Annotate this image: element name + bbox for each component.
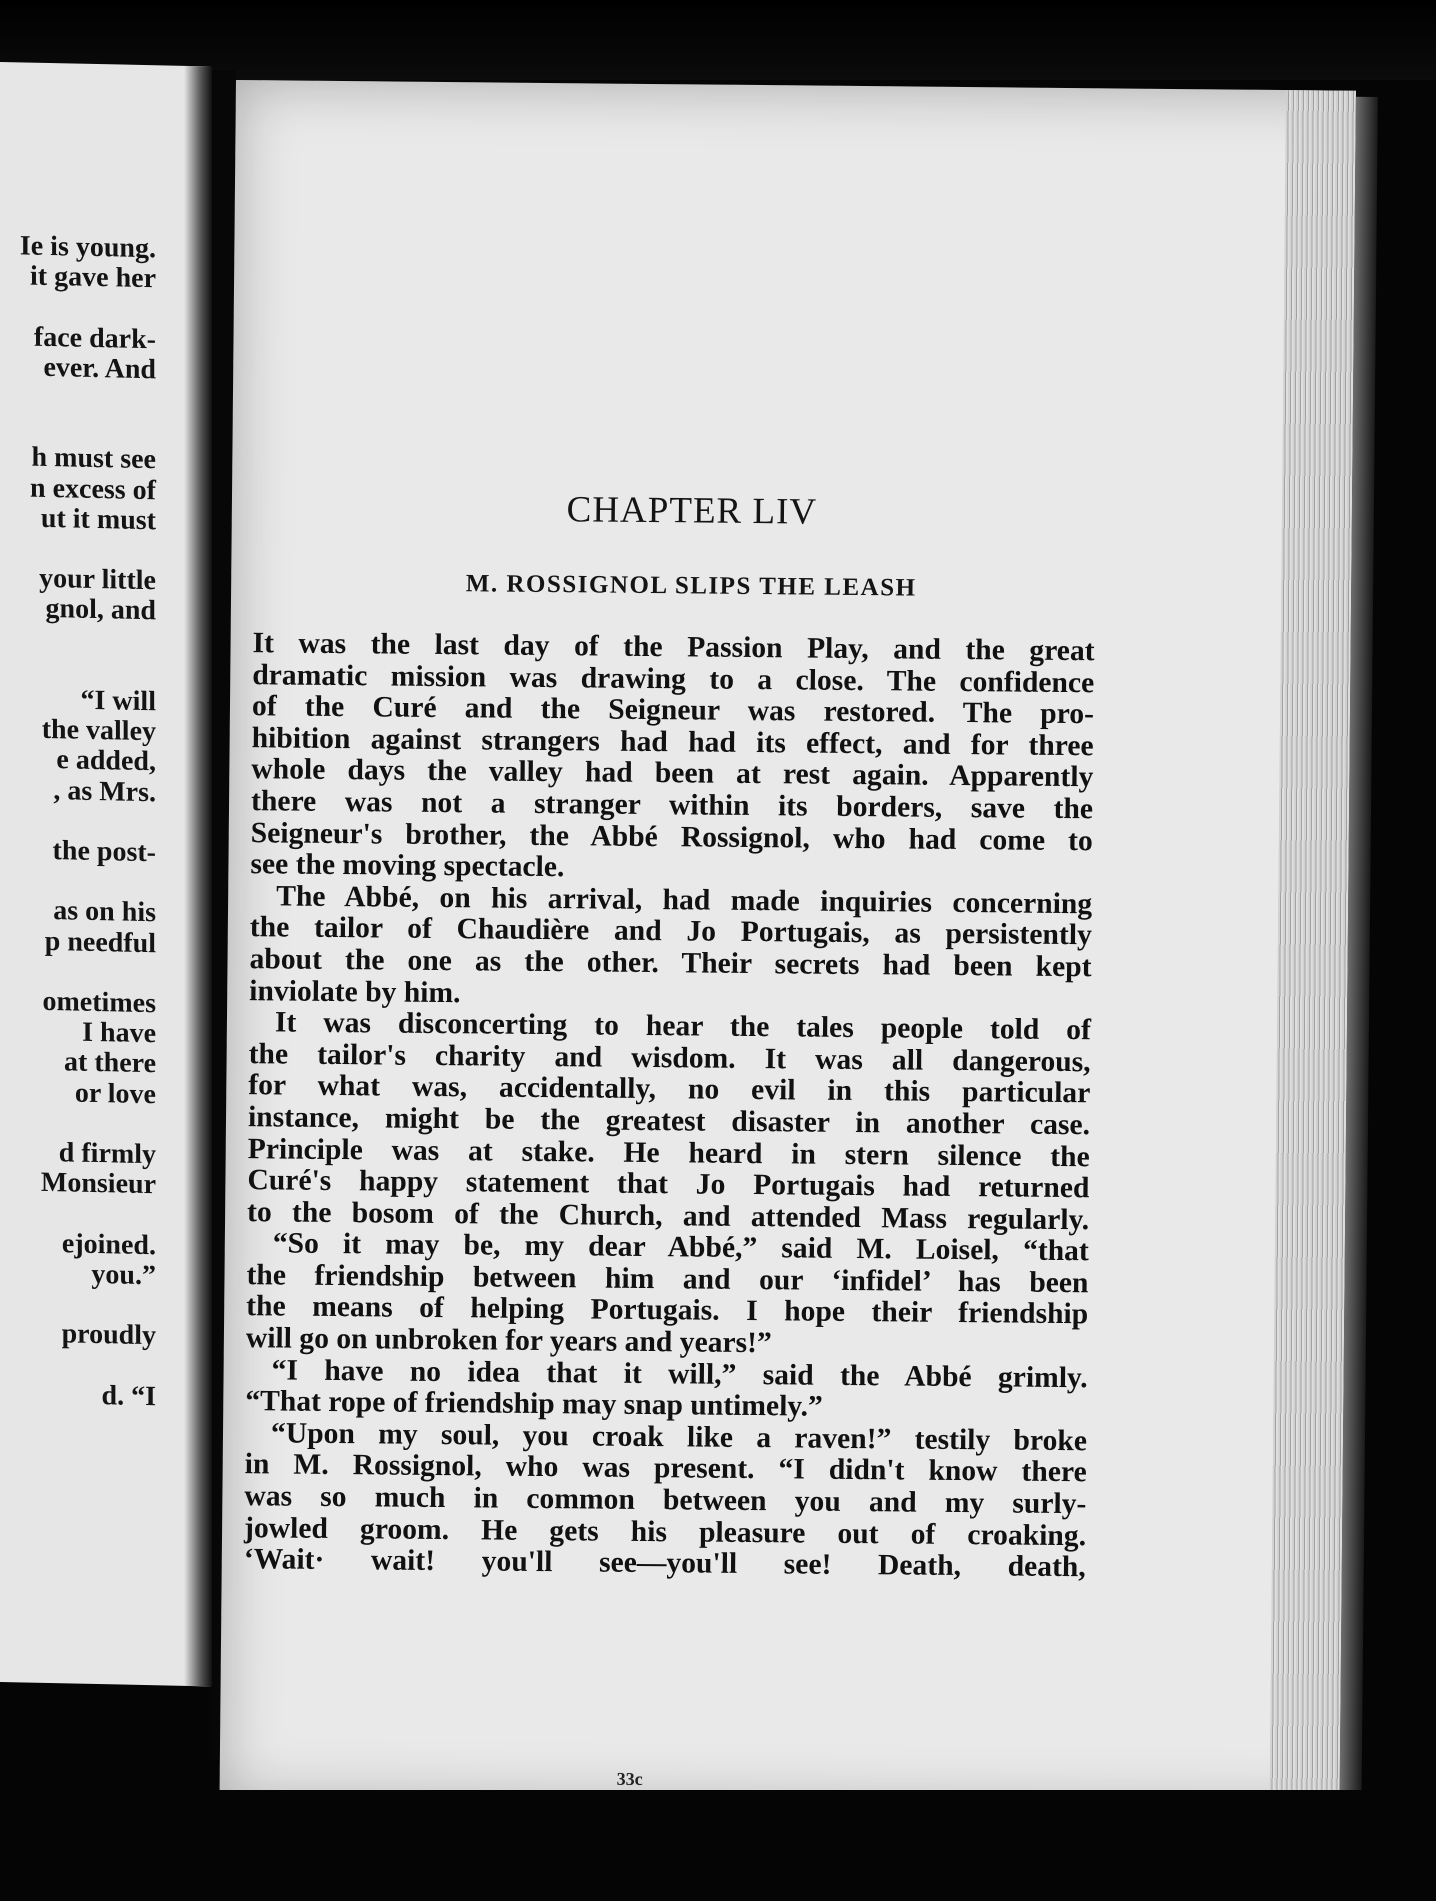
chapter-subtitle: M. ROSSIGNOL SLIPS THE LEASH bbox=[465, 570, 917, 602]
text-line: ‘Wait· wait! you'll see—you'll see! Death, death, bbox=[243, 1543, 1086, 1584]
left-page-line: e added, bbox=[56, 744, 156, 778]
left-page-line: d firmly bbox=[58, 1137, 156, 1171]
text-line: The Abbé, on his arrival, had made inquiries concerning bbox=[276, 880, 1093, 921]
text-line: was so much in common between you and my surly- bbox=[244, 1480, 1087, 1521]
top-shadow bbox=[0, 0, 1436, 80]
left-page bbox=[0, 62, 212, 1686]
left-page-line: , as Mrs. bbox=[53, 774, 156, 808]
right-page bbox=[219, 80, 1355, 1813]
text-line: about the one as the other. Their secrets had been kept bbox=[249, 943, 1092, 984]
left-page-line: Ie is young. bbox=[19, 230, 156, 265]
text-line: of the Curé and the Seigneur was restored. The pro- bbox=[251, 690, 1095, 731]
left-page-line: your little bbox=[39, 563, 156, 597]
left-page-line: Monsieur bbox=[40, 1167, 156, 1201]
text-line: the means of helping Portugais. I hope their friendship bbox=[246, 1290, 1089, 1331]
text-line: It was the last day of the Passion Play, and the great bbox=[252, 627, 1095, 668]
left-page-line: n excess of bbox=[30, 472, 156, 506]
text-line: the friendship between him and our ‘infidel’ has been bbox=[246, 1259, 1089, 1300]
left-page-line: you.” bbox=[91, 1258, 156, 1292]
left-page-line: “I will bbox=[80, 684, 156, 718]
text-line: the tailor's charity and wisdom. It was all dangerous, bbox=[248, 1037, 1091, 1078]
text-line: see the moving spectacle. bbox=[250, 848, 565, 884]
text-line: Principle was at stake. He heard in stern silence the bbox=[247, 1132, 1090, 1173]
left-page-line: face dark- bbox=[33, 321, 156, 355]
text-line: hibition against strangers had had its effect, and for three bbox=[251, 721, 1094, 763]
text-line: jowled groom. He gets his pleasure out of croaking. bbox=[243, 1511, 1087, 1552]
left-page-line: gnol, and bbox=[45, 593, 156, 627]
left-page-line: it gave her bbox=[30, 260, 156, 295]
left-page-line: or love bbox=[74, 1077, 156, 1110]
text-line: will go on unbroken for years and years!” bbox=[245, 1322, 772, 1360]
left-page-line: as on his bbox=[53, 895, 156, 929]
text-line: “I have no idea that it will,” said the Abbé grimly. bbox=[271, 1354, 1088, 1394]
text-line: the tailor of Chaudière and Jo Portugais, as persistently bbox=[249, 911, 1092, 952]
text-line: whole days the valley had been at rest again. Apparently bbox=[251, 753, 1094, 794]
text-line: “That rope of friendship may snap untimely.” bbox=[245, 1385, 823, 1423]
left-page-line: ut it must bbox=[40, 502, 156, 537]
text-line: Curé's happy statement that Jo Portugais had returned bbox=[247, 1164, 1090, 1205]
left-page-line: ejoined. bbox=[61, 1227, 156, 1261]
left-page-line: at there bbox=[64, 1046, 156, 1080]
left-page-line: d. “I bbox=[101, 1379, 156, 1412]
left-page-line: I have bbox=[82, 1016, 156, 1050]
chapter-title: CHAPTER LIV bbox=[566, 489, 818, 533]
text-line: to the bosom of the Church, and attended Mass regularly. bbox=[246, 1195, 1090, 1236]
text-line: inviolate by him. bbox=[249, 974, 461, 1009]
left-page-fold bbox=[184, 66, 212, 1687]
text-line: in M. Rossignol, who was present. “I didn't know there bbox=[244, 1448, 1087, 1489]
bottom-shadow bbox=[0, 1790, 1436, 1901]
text-line: dramatic mission was drawing to a close. The confidence bbox=[252, 658, 1095, 699]
text-line: instance, might be the greatest disaster in another case. bbox=[247, 1101, 1091, 1142]
left-page-line: p needful bbox=[44, 925, 156, 959]
left-page-line: proudly bbox=[61, 1318, 156, 1352]
body-text bbox=[244, 628, 1095, 1584]
left-page-line: ever. And bbox=[43, 351, 156, 386]
text-line: there was not a stranger within its borders, save the bbox=[250, 785, 1094, 826]
left-page-line: h must see bbox=[31, 442, 156, 476]
left-page-line: the valley bbox=[41, 714, 156, 748]
left-page-line: ometimes bbox=[42, 985, 156, 1020]
left-page-line: the post- bbox=[52, 835, 156, 869]
text-line: “Upon my soul, you croak like a raven!” testily broke bbox=[270, 1417, 1088, 1458]
text-line: for what was, accidentally, no evil in this particular bbox=[248, 1069, 1091, 1110]
page-number: 33c bbox=[616, 1768, 643, 1789]
text-line: It was disconcerting to hear the tales people told of bbox=[274, 1006, 1092, 1047]
text-line: “So it may be, my dear Abbé,” said M. Loisel, “that bbox=[272, 1227, 1089, 1268]
text-line: Seigneur's brother, the Abbé Rossignol, who had come to bbox=[250, 816, 1093, 857]
